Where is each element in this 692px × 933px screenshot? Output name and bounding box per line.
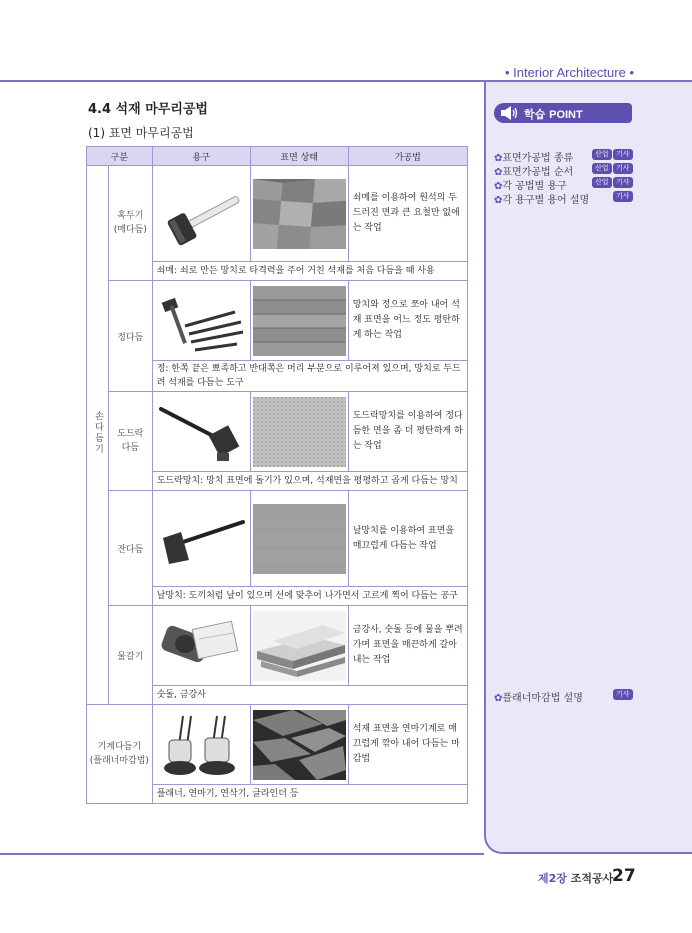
method-description: 금강사, 숫돌 등에 물을 뿌려 가며 표면을 매끈하게 갈아내는 작업 xyxy=(348,606,467,686)
point-item: ✿각 용구별 용어 설명 xyxy=(494,195,590,206)
study-point-banner xyxy=(494,103,632,123)
table-row xyxy=(87,606,468,686)
badge-gisa: 기사 xyxy=(613,163,633,174)
surface-image xyxy=(250,392,348,472)
tool-note: 도드락망치: 망치 표면에 돌기가 있으며, 석재면을 평평하고 곱게 다듬는 망치 xyxy=(152,472,467,491)
star-bullet-icon: ✿ xyxy=(494,153,503,164)
tool-note: 숫돌, 금강사 xyxy=(152,686,467,705)
badge-gisa: 기사 xyxy=(613,177,633,188)
tool-image xyxy=(152,281,250,361)
badge-gisa: 기사 xyxy=(613,149,633,160)
floor-grinder-icon xyxy=(155,710,248,780)
tool-note: 정: 한쪽 끝은 뾰족하고 반대쪽은 머리 부분으로 이루어져 있으며, 망치로 두드려 석재를 다듬는 도구 xyxy=(152,361,467,392)
fine-tooled-surface xyxy=(253,504,346,574)
speaker-icon xyxy=(500,105,520,121)
bush-hammered-surface xyxy=(253,397,346,467)
polished-slabs-surface xyxy=(253,611,346,681)
badge-sanup: 산업 xyxy=(592,163,612,174)
table-header-row xyxy=(87,147,468,166)
method-description: 망치와 정으로 쪼아 내어 석재 표면을 어느 정도 평탄하게 하는 작업 xyxy=(348,281,467,361)
section-subtitle: (1) 표면 마무리공법 xyxy=(88,126,194,140)
axe-hammer-icon xyxy=(155,504,248,574)
method-name: 물갈기 xyxy=(108,606,152,705)
badge-sanup: 산업 xyxy=(592,177,612,188)
method-name: 도드락 다듬 xyxy=(108,392,152,491)
chisel-icon xyxy=(155,286,248,356)
tool-image xyxy=(152,491,250,587)
footer-rule xyxy=(0,853,484,855)
method-name: 정다듬 xyxy=(108,281,152,392)
point-item: ✿표면가공법 순서 xyxy=(494,167,574,178)
finishing-methods-table xyxy=(86,146,468,804)
study-point-title: 학습 POINT xyxy=(524,108,583,121)
star-bullet-icon: ✿ xyxy=(494,167,503,178)
tool-image xyxy=(152,705,250,785)
point-item: ✿플래너마감법 설명 xyxy=(494,693,583,704)
table-row xyxy=(87,705,468,785)
rough-stone-surface xyxy=(253,179,346,249)
ground-floor-surface xyxy=(253,710,346,780)
whetstone-icon xyxy=(155,611,248,681)
page-number: 27 xyxy=(612,866,636,886)
badge-gisa: 기사 xyxy=(613,191,633,202)
tool-note: 쇠메: 쇠로 만든 망치로 타격력을 주어 거친 석재를 처음 다듬을 때 사용 xyxy=(152,262,467,281)
table-row xyxy=(87,392,468,472)
tool-note: 날망치: 도끼처럼 날이 있으며 선에 맞추어 나가면서 고르게 찍어 다듬는 공구 xyxy=(152,587,467,606)
hammer-icon xyxy=(155,179,248,249)
point-item: ✿표면가공법 종류 xyxy=(494,153,574,164)
surface-image xyxy=(250,166,348,262)
star-bullet-icon: ✿ xyxy=(494,195,503,206)
surface-image xyxy=(250,491,348,587)
tool-image xyxy=(152,392,250,472)
section-title: 4.4 석재 마무리공법 xyxy=(88,102,208,117)
table-row xyxy=(87,281,468,361)
star-bullet-icon: ✿ xyxy=(494,693,503,704)
badge-gisa: 기사 xyxy=(613,689,633,700)
tool-note: 플래너, 연마기, 연삭기, 글라인더 등 xyxy=(152,785,467,804)
pointed-stone-surface xyxy=(253,286,346,356)
col-header-category: 구분 xyxy=(87,147,153,166)
method-description: 도드락망치를 이용하여 정다듬한 면을 좀 더 평탄하게 하는 작업 xyxy=(348,392,467,472)
surface-image xyxy=(250,606,348,686)
col-header-method: 가공법 xyxy=(348,147,467,166)
col-header-tool: 용구 xyxy=(152,147,250,166)
header-category: • Interior Architecture • xyxy=(504,65,634,80)
group-label-hand-finishing: 손다듬기 xyxy=(87,166,109,705)
method-description: 날망치를 이용하여 표면을 매끄럽게 다듬는 작업 xyxy=(348,491,467,587)
bush-hammer-icon xyxy=(155,397,248,467)
tool-image xyxy=(152,166,250,262)
method-description: 석재 표면을 연마기계로 매끄럽게 깎아 내어 다듬는 마감법 xyxy=(348,705,467,785)
footer-chapter: 제2장 조적공사 xyxy=(538,872,614,885)
tool-image xyxy=(152,606,250,686)
method-description: 쇠메를 이용하여 원석의 두드러진 면과 큰 요철만 없애는 작업 xyxy=(348,166,467,262)
surface-image xyxy=(250,705,348,785)
method-name: 기계다듬기 (플래너마감법) xyxy=(87,705,153,804)
method-name: 혹두기 (메다듬) xyxy=(108,166,152,281)
method-name: 잔다듬 xyxy=(108,491,152,606)
point-item: ✿각 공법별 용구 xyxy=(494,181,567,192)
badge-sanup: 산업 xyxy=(592,149,612,160)
table-row xyxy=(87,166,468,262)
table-row xyxy=(87,491,468,587)
star-bullet-icon: ✿ xyxy=(494,181,503,192)
col-header-surface: 표면 상태 xyxy=(250,147,348,166)
surface-image xyxy=(250,281,348,361)
